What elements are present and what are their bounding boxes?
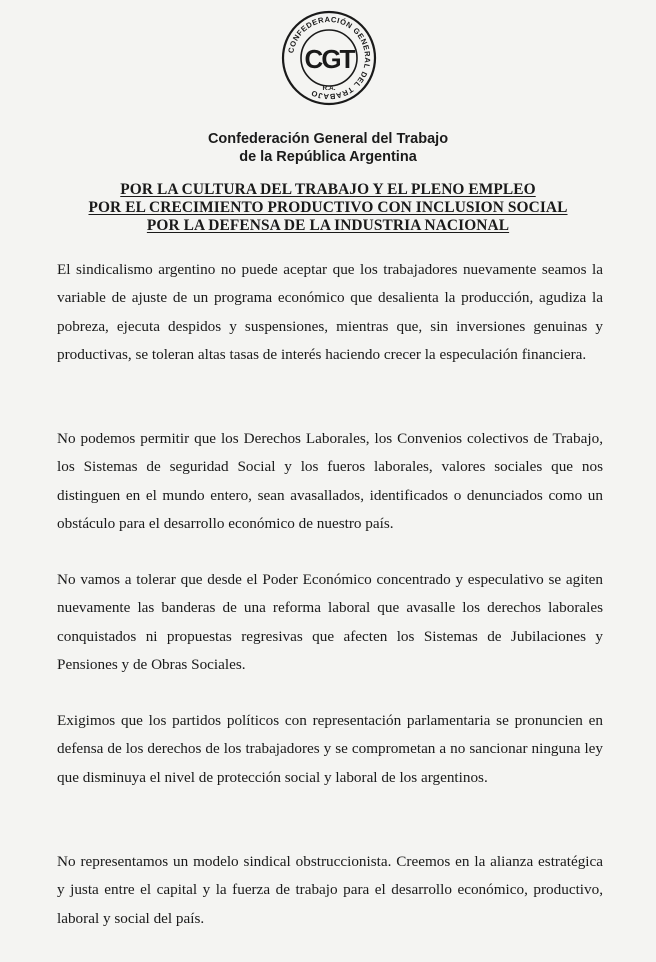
org-name-line2: de la República Argentina xyxy=(239,149,417,165)
cgt-seal-logo xyxy=(281,10,377,106)
headline-1: POR LA CULTURA DEL TRABAJO Y EL PLENO EMPLEO xyxy=(120,181,536,198)
paragraph-2: No podemos permitir que los Derechos Laborales, los Convenios colectivos de Trabajo, los Sistemas de seguridad Social y los fueros laborales, valores sociales que nos distinguen en el mundo entero, sean avasallados, identificados o denunciados como un obstáculo para el desarrollo económico de nuestro país. xyxy=(57,430,603,533)
paragraph-5: No representamos un modelo sindical obstruccionista. Creemos en la alianza estratégica y justa entre el capital y la fuerza de trabajo para el desarrollo económico, productivo, laboral y social del país. xyxy=(57,853,603,927)
headline-3: POR LA DEFENSA DE LA INDUSTRIA NACIONAL xyxy=(146,217,510,234)
seal-monogram: CGT xyxy=(304,44,354,74)
seal-country-mark: R.A. xyxy=(322,85,336,92)
headline-2: POR EL CRECIMIENTO PRODUCTIVO CON INCLUSION SOCIAL xyxy=(88,199,568,216)
paragraph-4: Exigimos que los partidos políticos con representación parlamentaria se pronuncien en defensa de los derechos de los trabajadores y se comprometan a no sancionar ninguna ley que disminuya el nivel de protección social y laboral de los argentinos. xyxy=(57,712,603,786)
paragraph-1: El sindicalismo argentino no puede aceptar que los trabajadores nuevamente seamos la variable de ajuste de un programa económico que desalienta la producción, agudiza la pobreza, ejecuta despidos y suspensiones, mientras que, sin inversiones genuinas y productivas, se toleran altas tasas de interés haciendo crecer la especulación financiera. xyxy=(57,261,603,364)
seal-ring-text: CONFEDERACIÓN GENERAL DEL TRABAJO xyxy=(286,14,373,102)
org-name-line1: Confederación General del Trabajo xyxy=(207,131,449,147)
paragraph-3: No vamos a tolerar que desde el Poder Económico concentrado y especulativo se agiten nuevamente las banderas de una reforma laboral que avasalle los derechos laborales conquistados ni propuestas regresivas que afecten los Sistemas de Jubilaciones y Pensiones y de Obras Sociales. xyxy=(57,571,603,674)
